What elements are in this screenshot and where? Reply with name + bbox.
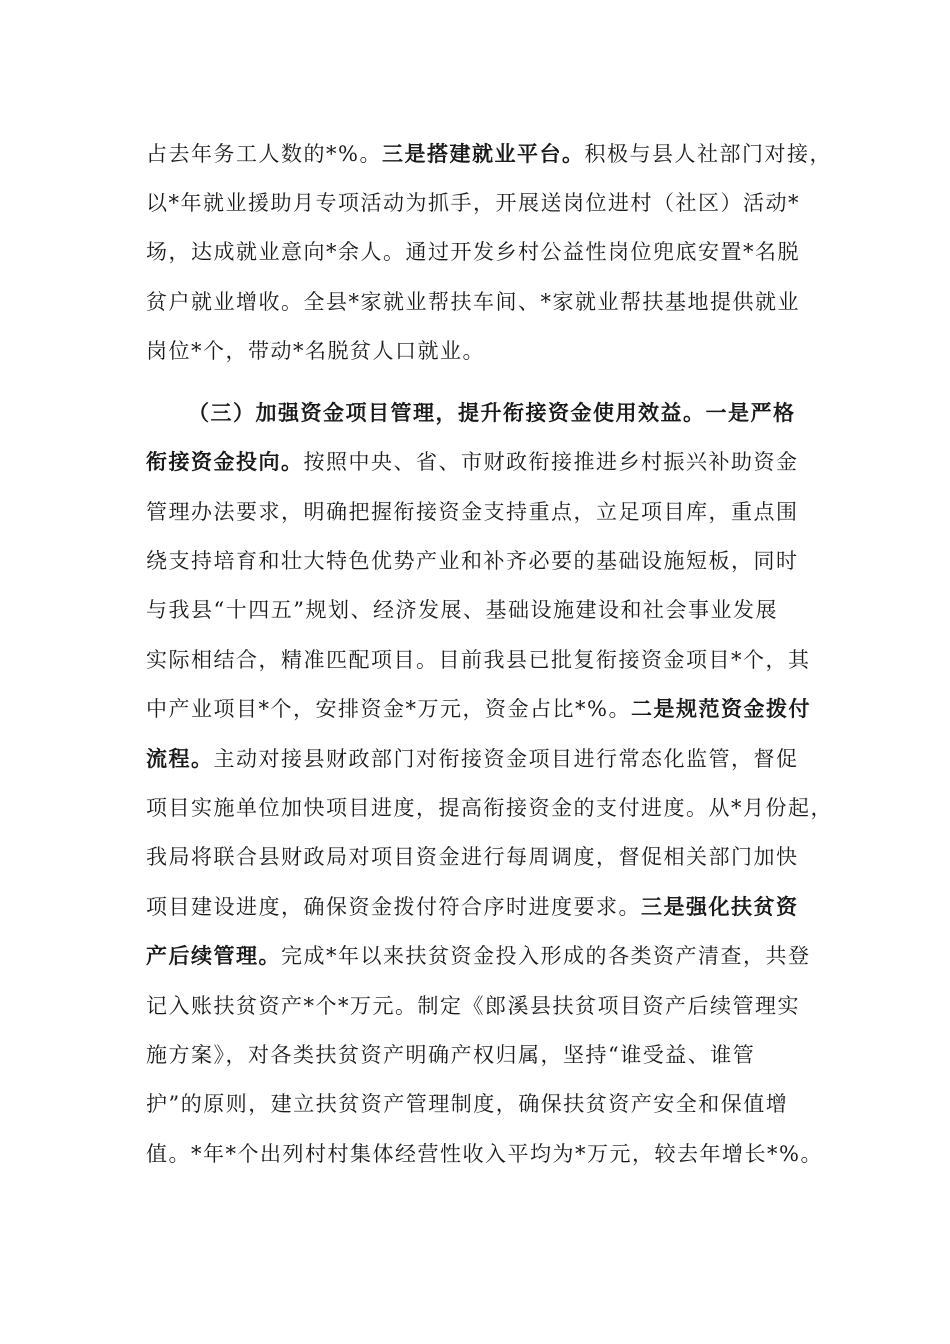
text-line bbox=[146, 893, 799, 921]
text-line: 值。*年*个出列村村集体经营性收入平均为*万元，较去年增长*%。 bbox=[146, 1142, 823, 1166]
text-line: 贫户就业增收。全县*家就业帮扶车间、*家就业帮扶基地提供就业 bbox=[146, 290, 800, 314]
bold-heading-run: 衔接资金投向。 bbox=[146, 449, 304, 474]
text-line: 护”的原则，建立扶贫资产管理制度，确保扶贫资产安全和保值增 bbox=[146, 1092, 789, 1116]
text-line: 我局将联合县财政局对项目资金进行每周调度，督促相关部门加快 bbox=[146, 845, 799, 869]
bold-heading-run: 三是搭建就业平台。 bbox=[381, 141, 585, 166]
text-line bbox=[146, 140, 832, 168]
text-line: 实际相结合，精准匹配项目。目前我县已批复衔接资金项目*个，其 bbox=[146, 648, 811, 672]
text-line bbox=[146, 448, 799, 476]
text-line: 场，达成就业意向*余人。通过开发乡村公益性岗位兜底安置*名脱 bbox=[146, 240, 800, 264]
text-run: 按照中央、省、市财政衔接推进乡村振兴补助资金 bbox=[303, 450, 799, 474]
text-line bbox=[146, 695, 811, 723]
text-line: 绕支持培育和壮大特色优势产业和补齐必要的基础设施短板，同时 bbox=[146, 549, 799, 573]
text-line: 项目实施单位加快项目进度，提高衔接资金的支付进度。从*月份起， bbox=[146, 796, 833, 820]
bold-heading-run: 二是规范资金拨付 bbox=[630, 696, 811, 721]
text-line: 岗位*个，带动*名脱贫人口就业。 bbox=[146, 339, 485, 363]
text-line: 管理办法要求，明确把握衔接资金支持重点，立足项目库，重点围 bbox=[146, 500, 799, 524]
text-line: 与我县“十四五”规划、经济发展、基础设施建设和社会事业发展 bbox=[146, 598, 778, 622]
section-heading: （三）加强资金项目管理，提升衔接资金使用效益。一是严格 bbox=[188, 400, 796, 425]
text-line bbox=[146, 745, 799, 773]
text-line: 以*年就业援助月专项活动为抓手，开展送岗位进村（社区）活动* bbox=[146, 191, 800, 215]
bold-heading-run: 三是强化扶贫资 bbox=[641, 894, 799, 919]
text-line: 施方案》，对各类扶贫资产明确产权归属，坚持“谁受益、谁管 bbox=[146, 1043, 756, 1067]
text-run: 主动对接县财政部门对衔接资金项目进行常态化监管，督促 bbox=[213, 747, 799, 771]
text-run: 中产业项目*个，安排资金*万元，资金占比*%。 bbox=[146, 697, 631, 721]
bold-heading-run: 产后续管理。 bbox=[146, 943, 281, 968]
bold-heading-run: 流程。 bbox=[146, 746, 214, 771]
text-run: 完成*年以来扶贫资金投入形成的各类资产清查，共登 bbox=[281, 944, 811, 968]
text-run: 积极与县人社部门对接， bbox=[584, 142, 832, 166]
text-line bbox=[146, 942, 811, 970]
text-line: 记入账扶贫资产*个*万元。制定《郎溪县扶贫项目资产后续管理实 bbox=[146, 994, 800, 1018]
text-run: 占去年务工人数的*%。 bbox=[146, 142, 382, 166]
text-run: 项目建设进度，确保资金拨付符合序时进度要求。 bbox=[146, 895, 641, 919]
